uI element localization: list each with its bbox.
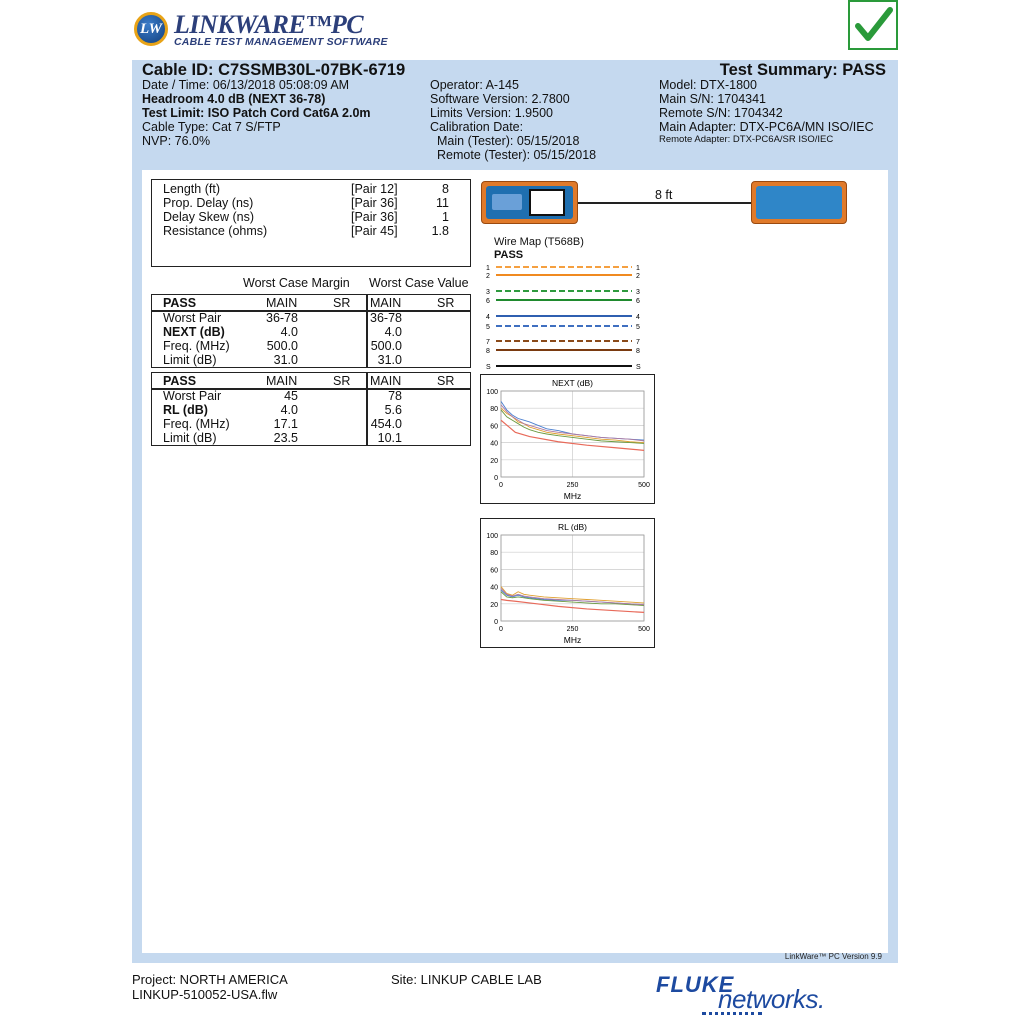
test-limit: Test Limit: ISO Patch Cord Cat6A 2.0m (142, 106, 371, 120)
col-main-header: MAIN (370, 296, 402, 310)
wire-pin-right: S (636, 364, 641, 371)
version-label: LinkWare™ PC Version 9.9 (784, 952, 882, 961)
col-sr-header: SR (437, 296, 455, 310)
margin-main-value: 4.0 (280, 403, 298, 417)
linkware-logo-badge: LW (134, 12, 168, 46)
chart-title: NEXT (dB) (552, 378, 593, 388)
col-main-header: MAIN (370, 374, 402, 388)
value-main-value: 4.0 (384, 325, 402, 339)
headroom: Headroom 4.0 dB (NEXT 36-78) (142, 92, 326, 106)
measurement-name: Prop. Delay (ns) (163, 196, 254, 210)
wire-pin-left: 6 (486, 298, 490, 305)
wire-pin-left: S (486, 364, 491, 371)
margin-main-value: 17.1 (273, 417, 298, 431)
next-chart (480, 374, 655, 504)
worst-case-value-header: Worst Case Value (369, 276, 469, 290)
x-tick-label: 0 (499, 482, 503, 489)
margin-main-value: 23.5 (273, 431, 298, 445)
wire-pin-right: 5 (636, 324, 640, 331)
margin-main-value: 31.0 (273, 353, 298, 367)
table-status: PASS (163, 296, 197, 310)
x-tick-label: 250 (566, 626, 579, 633)
row-label: Worst Pair (163, 311, 222, 325)
margin-main-value: 36-78 (266, 311, 298, 325)
value-main-value: 10.1 (377, 431, 402, 445)
y-tick-label: 20 (490, 457, 498, 465)
y-tick-label: 60 (490, 423, 498, 431)
measurement-value: 11 (436, 196, 449, 210)
col-main-header: MAIN (266, 374, 298, 388)
row-label: RL (dB) (163, 403, 208, 417)
wire-pin-left: 7 (486, 339, 490, 346)
y-tick-label: 60 (490, 567, 498, 575)
check-icon (848, 0, 898, 50)
calibration-remote: Remote (Tester): 05/15/2018 (437, 148, 597, 162)
y-tick-label: 80 (490, 550, 498, 558)
wire-map-title: Wire Map (T568B) (494, 236, 584, 248)
row-label: Freq. (MHz) (163, 417, 230, 431)
measurement-pair: [Pair 45] (351, 224, 398, 238)
y-tick-label: 100 (486, 389, 498, 396)
remote-adapter: Remote Adapter: DTX-PC6A/SR ISO/IEC (659, 134, 834, 145)
wire-pin-right: 4 (636, 314, 640, 321)
row-label: NEXT (dB) (163, 325, 225, 339)
value-main-value: 454.0 (370, 417, 402, 431)
wire-pin-left: 3 (486, 289, 490, 296)
col-main-header: MAIN (266, 296, 298, 310)
wire-pin-right: 1 (636, 265, 640, 272)
col-sr-header: SR (333, 374, 351, 388)
value-main-value: 5.6 (384, 403, 402, 417)
measurement-pair: [Pair 36] (351, 196, 398, 210)
x-tick-label: 250 (566, 482, 579, 489)
site-label: Site: LINKUP CABLE LAB (391, 972, 542, 987)
row-label: Limit (dB) (163, 431, 217, 445)
y-tick-label: 20 (490, 601, 498, 609)
wire-map-diagram (484, 260, 644, 372)
remote-sn: Remote S/N: 1704342 (659, 106, 783, 120)
value-main-value: 500.0 (370, 339, 402, 353)
measurement-pair: [Pair 36] (351, 210, 398, 224)
main-tester-device (481, 181, 578, 224)
logo-subtitle: CABLE TEST MANAGEMENT SOFTWARE (174, 36, 388, 48)
x-tick-label: 500 (638, 482, 650, 489)
measurement-pair: [Pair 12] (351, 182, 398, 196)
calibration-main: Main (Tester): 05/15/2018 (437, 134, 580, 148)
col-sr-header: SR (333, 296, 351, 310)
measurement-name: Length (ft) (163, 182, 220, 196)
measurement-value: 1 (442, 210, 449, 224)
wire-pin-right: 7 (636, 339, 640, 346)
file-name: LINKUP-510052-USA.flw (132, 987, 278, 1002)
wire-pin-left: 8 (486, 348, 490, 355)
logo-title: LINKWARE™PC (174, 10, 364, 39)
measurement-value: 1.8 (431, 224, 449, 238)
cable-type: Cable Type: Cat 7 S/FTP (142, 120, 281, 134)
row-label: Freq. (MHz) (163, 339, 230, 353)
test-summary: Test Summary: PASS (719, 61, 886, 79)
y-tick-label: 100 (486, 533, 498, 540)
wire-pin-right: 8 (636, 348, 640, 355)
table-status: PASS (163, 374, 197, 388)
worst-case-margin-header: Worst Case Margin (243, 276, 350, 290)
value-main-value: 78 (388, 389, 402, 403)
x-axis-label: MHz (563, 635, 582, 645)
margin-main-value: 45 (284, 389, 298, 403)
measurement-name: Delay Skew (ns) (163, 210, 254, 224)
limits-version: Limits Version: 1.9500 (430, 106, 553, 120)
x-tick-label: 0 (499, 626, 503, 633)
cable-id: Cable ID: C7SSMB30L-07BK-6719 (142, 61, 406, 79)
wire-pin-right: 6 (636, 298, 640, 305)
wire-pin-right: 2 (636, 273, 640, 280)
row-label: Limit (dB) (163, 353, 217, 367)
value-main-value: 31.0 (377, 353, 402, 367)
x-tick-label: 500 (638, 626, 650, 633)
wire-map-status: PASS (494, 249, 524, 261)
wire-pin-left: 5 (486, 324, 490, 331)
project-label: Project: NORTH AMERICA (132, 972, 288, 987)
y-tick-label: 0 (494, 619, 498, 626)
y-tick-label: 80 (490, 406, 498, 414)
y-tick-label: 40 (490, 584, 498, 592)
wire-pin-left: 1 (486, 265, 490, 272)
software-version: Software Version: 2.7800 (430, 92, 570, 106)
link-length: 8 ft (655, 188, 673, 202)
operator: Operator: A-145 (430, 78, 519, 92)
nvp: NVP: 76.0% (142, 134, 211, 148)
measurement-name: Resistance (ohms) (163, 224, 268, 238)
model: Model: DTX-1800 (659, 78, 757, 92)
y-tick-label: 40 (490, 440, 498, 448)
measurement-value: 8 (442, 182, 449, 196)
chart-title: RL (dB) (558, 522, 587, 532)
margin-main-value: 4.0 (280, 325, 298, 339)
networks-brand: networks. (718, 984, 825, 1014)
margin-main-value: 500.0 (266, 339, 298, 353)
cable-link-line (578, 202, 751, 204)
wire-pin-right: 3 (636, 289, 640, 296)
calibration-date: Calibration Date: (430, 120, 524, 134)
wire-pin-left: 4 (486, 314, 490, 321)
y-tick-label: 0 (494, 475, 498, 482)
wire-pin-left: 2 (486, 273, 490, 280)
main-sn: Main S/N: 1704341 (659, 92, 767, 106)
rl-chart (480, 518, 655, 648)
main-adapter: Main Adapter: DTX-PC6A/MN ISO/IEC (659, 120, 874, 134)
x-axis-label: MHz (563, 491, 582, 501)
date-time: Date / Time: 06/13/2018 05:08:09 AM (142, 78, 350, 92)
value-main-value: 36-78 (370, 311, 402, 325)
remote-tester-device (751, 181, 847, 224)
row-label: Worst Pair (163, 389, 222, 403)
col-sr-header: SR (437, 374, 455, 388)
fluke-brand: FLUKE (656, 972, 735, 997)
